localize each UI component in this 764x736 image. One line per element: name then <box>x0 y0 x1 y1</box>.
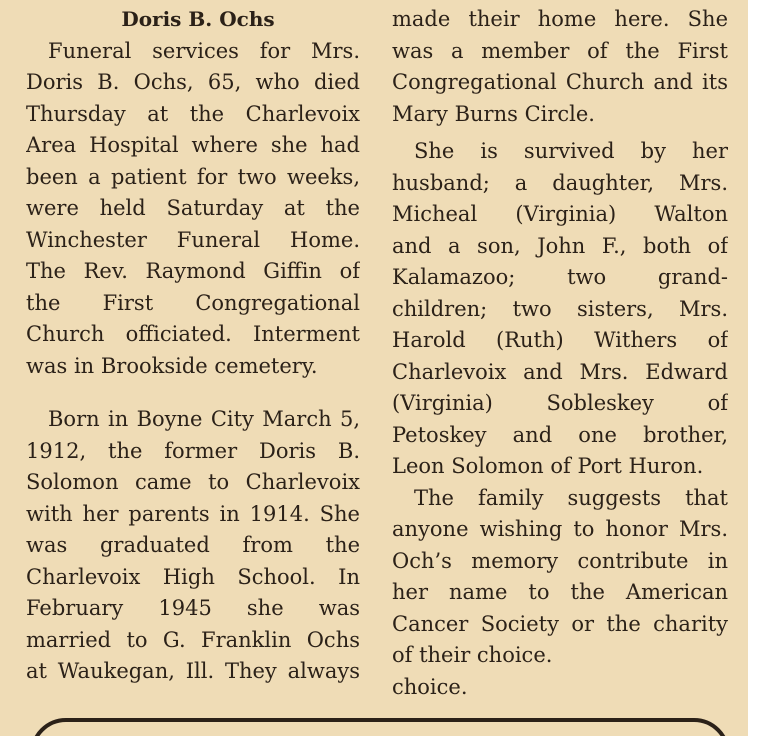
text-line: married to G. Franklin Ochs <box>26 627 360 652</box>
text-line: Doris B. Ochs, 65, who died <box>26 70 360 94</box>
text-line: with her parents in 1914. She <box>26 501 360 526</box>
text-line: made their home here. She <box>392 7 728 31</box>
text-line: choice. <box>392 674 468 699</box>
text-line: Winchester Funeral Home. <box>26 227 360 252</box>
text-line: was a member of the First <box>392 38 728 63</box>
right-paragraph-1 <box>392 4 728 130</box>
text-line: February 1945 she was <box>26 596 360 620</box>
text-line: Solomon came to Charlevoix <box>26 470 360 494</box>
text-line: Mary Burns Circle. <box>392 101 595 126</box>
text-line: Cancer Society or the charity <box>392 611 728 636</box>
text-line: Micheal (Virginia) Walton <box>392 202 728 226</box>
right-paragraph-2 <box>392 136 728 483</box>
text-line: Charlevoix and Mrs. Edward <box>392 359 728 384</box>
text-line: Church officiated. Interment <box>26 322 360 346</box>
text-line: anyone wishing to honor Mrs. <box>392 517 728 541</box>
text-line: and a son, John F., both of <box>392 233 728 258</box>
text-line: The family suggests that <box>414 485 728 510</box>
text-line: She is survived by her <box>414 139 728 163</box>
text-line: 1912, the former Doris B. <box>26 438 360 463</box>
text-line: Area Hospital where she had <box>26 133 360 157</box>
text-line: Congregational Church and its <box>392 70 728 94</box>
text-line: her name to the American <box>392 580 728 604</box>
text-line: Petoskey and one brother, <box>392 422 728 447</box>
text-line: Leon Solomon of Port Huron. <box>392 454 704 478</box>
text-line: Funeral services for Mrs. <box>48 38 360 63</box>
obituary-heading: Doris B. Ochs <box>121 7 275 31</box>
text-line: was in Brookside cemetery. <box>26 353 318 378</box>
text-line: husband; a daughter, Mrs. <box>392 170 728 195</box>
right-column <box>392 4 728 703</box>
text-line: of their choice. <box>392 643 553 667</box>
text-line: Kalamazoo; two grand- <box>392 265 728 289</box>
text-line: was graduated from the <box>26 533 360 557</box>
left-paragraph-1 <box>26 36 360 383</box>
left-column <box>26 4 360 688</box>
left-paragraph-2 <box>26 404 360 688</box>
text-line: Born in Boyne City March 5, <box>48 407 360 431</box>
text-line: Harold (Ruth) Withers of <box>392 328 728 352</box>
text-line: the First Congregational <box>26 290 360 315</box>
next-article-border <box>30 718 730 736</box>
text-line: (Virginia) Sobleskey of <box>392 391 728 415</box>
paragraph-gap <box>26 382 360 404</box>
text-line: Thursday at the Charlevoix <box>26 101 360 126</box>
text-line: Och’s memory contribute in <box>392 548 728 573</box>
text-line: children; two sisters, Mrs. <box>392 296 728 321</box>
text-line: were held Saturday at the <box>26 196 360 220</box>
text-line: Charlevoix High School. In <box>26 564 360 589</box>
right-paragraph-3 <box>392 483 728 704</box>
text-line: been a patient for two weeks, <box>26 164 360 189</box>
text-line: The Rev. Raymond Giffin of <box>26 259 360 283</box>
text-line: at Waukegan, Ill. They always <box>26 659 360 683</box>
